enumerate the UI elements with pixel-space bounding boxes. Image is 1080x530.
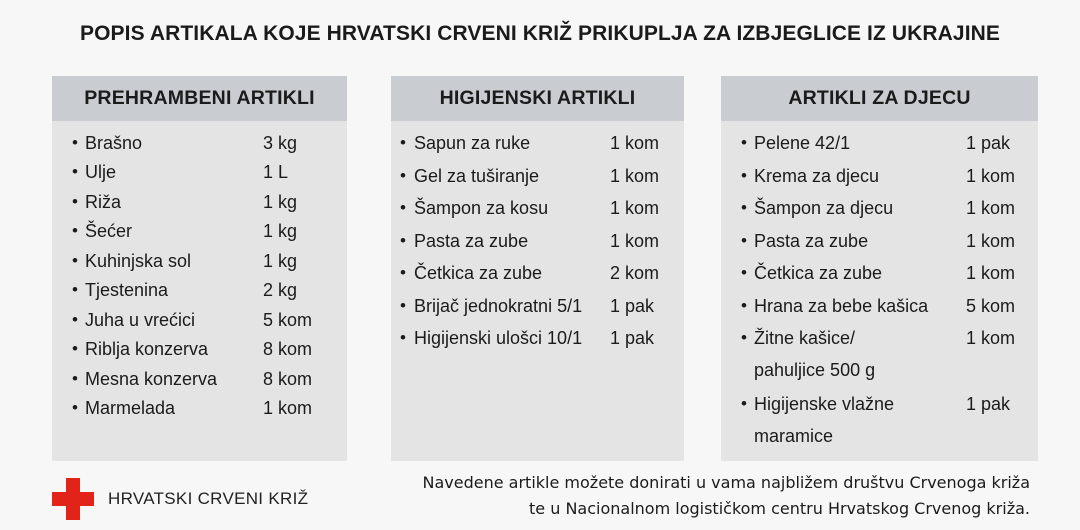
item-quantity: 1 pak <box>610 296 655 316</box>
item-name: Hrana za bebe kašica <box>754 296 929 316</box>
bullet-icon: • <box>72 221 78 240</box>
item-quantity: 1 kg <box>263 221 298 241</box>
donation-note-line2: te u Nacionalnom logističkom centru Hrvatskog Crvenog križa. <box>529 499 1030 518</box>
item-quantity: 1 L <box>263 162 289 182</box>
bullet-icon: • <box>72 369 78 388</box>
item-quantity: 8 kom <box>263 369 313 389</box>
bullet-icon: • <box>400 198 406 217</box>
item-name: Pelene 42/1 <box>754 133 851 153</box>
item-name: Četkica za zube <box>754 263 883 283</box>
item-quantity: 1 pak <box>966 133 1011 153</box>
item-quantity: 1 kg <box>263 251 298 271</box>
item-quantity: 1 kom <box>966 231 1016 251</box>
bullet-icon: • <box>741 133 747 152</box>
item-quantity: 2 kom <box>610 263 660 283</box>
organization-name: HRVATSKI CRVENI KRIŽ <box>108 489 309 508</box>
item-name-line1: Higijenske vlažne <box>754 394 895 414</box>
item-quantity: 2 kg <box>263 280 298 300</box>
bullet-icon: • <box>400 263 406 282</box>
item-name: Šampon za djecu <box>754 198 894 218</box>
bullet-icon: • <box>741 296 747 315</box>
item-name: Brijač jednokratni 5/1 <box>414 296 583 316</box>
bullet-icon: • <box>72 280 78 299</box>
panel-heading: ARTIKLI ZA DJECU <box>721 76 1038 121</box>
item-quantity: 5 kom <box>263 310 313 330</box>
bullet-icon: • <box>72 133 78 152</box>
bullet-icon: • <box>72 310 78 329</box>
bullet-icon: • <box>741 198 747 217</box>
item-name-line2: maramice <box>754 426 834 446</box>
item-quantity: 8 kom <box>263 339 313 359</box>
item-name: Ulje <box>85 162 117 182</box>
bullet-icon: • <box>72 162 78 181</box>
bullet-icon: • <box>400 133 406 152</box>
item-name: Šampon za kosu <box>414 198 549 218</box>
item-quantity: 1 kom <box>610 166 660 186</box>
organization-logo <box>52 476 308 522</box>
bullet-icon: • <box>741 263 747 282</box>
item-name: Četkica za zube <box>414 263 543 283</box>
bullet-icon: • <box>741 166 747 185</box>
item-name: Gel za tuširanje <box>414 166 540 186</box>
item-name: Sapun za ruke <box>414 133 531 153</box>
item-quantity: 1 kom <box>966 198 1016 218</box>
item-name: Juha u vrećici <box>85 310 196 330</box>
item-name: Riža <box>85 192 122 212</box>
item-name: Pasta za zube <box>754 231 869 251</box>
donation-note <box>340 470 1030 522</box>
item-quantity: 1 pak <box>966 394 1011 414</box>
bullet-icon: • <box>72 251 78 270</box>
item-name: Higijenski ulošci 10/1 <box>414 328 583 348</box>
children-items-panel <box>721 76 1038 461</box>
red-cross-icon <box>52 478 94 520</box>
bullet-icon: • <box>741 231 747 250</box>
item-name <box>754 394 894 447</box>
page-title: POPIS ARTIKALA KOJE HRVATSKI CRVENI KRIŽ PRIKUPLJA ZA IZBJEGLICE IZ UKRAJINE <box>79 22 1001 45</box>
bullet-icon: • <box>400 231 406 250</box>
item-name: Mesna konzerva <box>85 369 218 389</box>
item-name: Riblja konzerva <box>85 339 209 359</box>
item-quantity: 5 kom <box>966 296 1016 316</box>
item-name: Šećer <box>85 221 133 241</box>
item-name: Kuhinjska sol <box>85 251 192 271</box>
bullet-icon: • <box>400 328 406 347</box>
item-quantity: 1 kom <box>263 398 313 418</box>
item-quantity: 1 kom <box>610 231 660 251</box>
hygiene-items-panel <box>391 76 684 461</box>
bullet-icon: • <box>72 339 78 358</box>
item-name <box>754 328 875 381</box>
item-quantity: 1 kg <box>263 192 298 212</box>
item-name: Pasta za zube <box>414 231 529 251</box>
panel-heading: PREHRAMBENI ARTIKLI <box>52 76 347 121</box>
bullet-icon: • <box>741 328 747 347</box>
item-quantity: 1 pak <box>610 328 655 348</box>
item-quantity: 1 kom <box>966 166 1016 186</box>
bullet-icon: • <box>400 296 406 315</box>
item-quantity: 1 kom <box>610 198 660 218</box>
bullet-icon: • <box>741 394 747 413</box>
food-items-panel <box>52 76 347 461</box>
item-quantity: 1 kom <box>610 133 660 153</box>
item-name: Krema za djecu <box>754 166 880 186</box>
item-quantity: 3 kg <box>263 133 298 153</box>
item-quantity: 1 kom <box>966 328 1016 348</box>
bullet-icon: • <box>400 166 406 185</box>
item-quantity: 1 kom <box>966 263 1016 283</box>
bullet-icon: • <box>72 192 78 211</box>
item-name: Tjestenina <box>85 280 169 300</box>
item-name: Brašno <box>85 133 143 153</box>
panel-heading: HIGIJENSKI ARTIKLI <box>391 76 684 121</box>
donation-note-line1: Navedene artikle možete donirati u vama najbližem društvu Crvenoga križa <box>422 473 1030 492</box>
bullet-icon: • <box>72 398 78 417</box>
item-name-line1: Žitne kašice/ <box>754 328 856 348</box>
item-name: Marmelada <box>85 398 176 418</box>
item-name-line2: pahuljice 500 g <box>754 360 876 380</box>
